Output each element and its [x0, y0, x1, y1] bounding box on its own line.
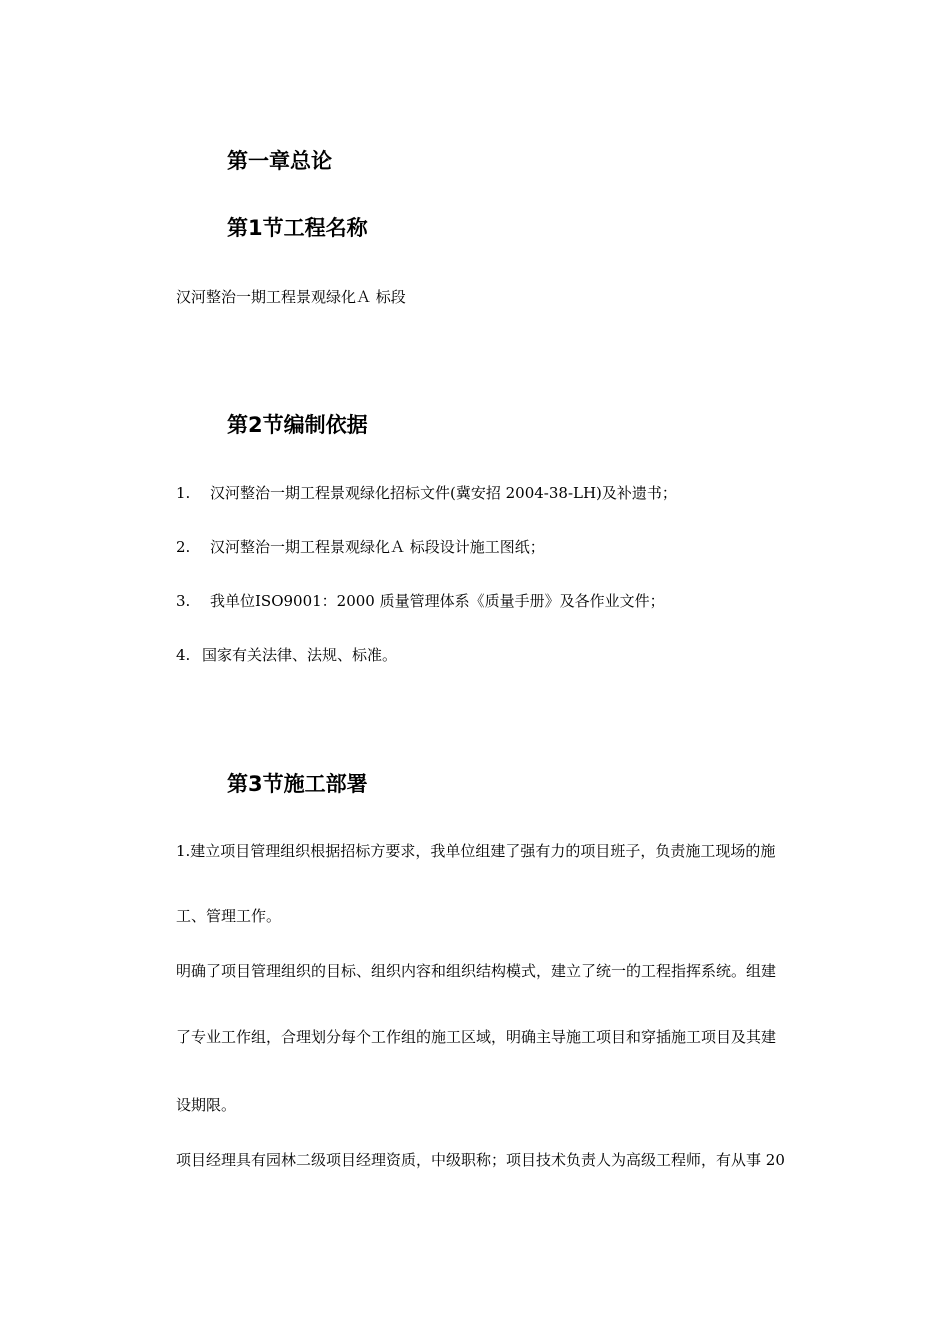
paragraph-line: 了专业工作组，合理划分每个工作组的施工区域，明确主导施工项目和穿插施工项目及其建	[176, 1028, 777, 1046]
list-item	[176, 645, 397, 665]
list-item-text: 汉河整治一期工程景观绿化Ａ 标段设计施工图纸；	[210, 538, 545, 556]
list-item-number: 2.	[176, 538, 191, 556]
list-item-text: 国家有关法律、法规、标准。	[202, 646, 398, 664]
list-item	[176, 591, 665, 611]
chapter-title: 第一章总论	[227, 149, 332, 173]
list-item-number: 1.	[176, 484, 191, 502]
list-item-text: 汉河整治一期工程景观绿化招标文件(冀安招 2004-38-LH)及补遗书；	[210, 484, 677, 502]
list-item	[176, 483, 677, 503]
paragraph-line: 工、管理工作。	[176, 907, 282, 925]
section-1-title: 第1节工程名称	[227, 216, 368, 240]
section-3-title: 第3节施工部署	[227, 772, 368, 796]
list-item-text: 我单位ISO9001：2000 质量管理体系《质量手册》及各作业文件；	[210, 592, 665, 610]
list-item	[176, 537, 545, 557]
paragraph-line: 明确了项目管理组织的目标、组织内容和组织结构模式，建立了统一的工程指挥系统。组建	[176, 962, 777, 980]
paragraph-line: 1.建立项目管理组织根据招标方要求，我单位组建了强有力的项目班子，负责施工现场的施	[176, 842, 776, 860]
list-item-number: 4.	[176, 646, 191, 664]
section-2-title: 第2节编制依据	[227, 413, 368, 437]
list-item-number: 3.	[176, 592, 191, 610]
section-1-text: 汉河整治一期工程景观绿化Ａ 标段	[176, 288, 406, 306]
paragraph-line: 项目经理具有园林二级项目经理资质，中级职称；项目技术负责人为高级工程师，有从事 20	[176, 1151, 785, 1169]
paragraph-line: 设期限。	[176, 1096, 237, 1114]
